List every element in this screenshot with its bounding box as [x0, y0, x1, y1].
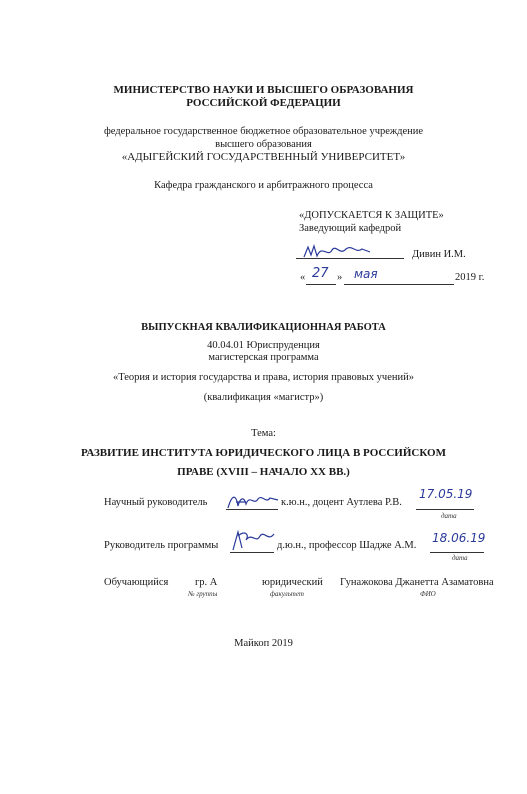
- program-name: «Теория и история государства и права, история правовых учений»: [113, 372, 414, 383]
- student-name: Гунажокова Джанетта Азаматовна: [340, 577, 494, 588]
- date-month: мая: [354, 267, 378, 281]
- program-head-name: д.ю.н., профессор Шадже А.М.: [277, 540, 417, 551]
- supervisor-name: к.ю.н., доцент Аутлева Р.В.: [281, 497, 402, 508]
- institution-line-2: высшего образования: [215, 139, 312, 150]
- date-day-line: [306, 284, 336, 285]
- supervisor-label: Научный руководитель: [104, 497, 208, 508]
- program-head-signature: [230, 528, 278, 554]
- supervisor-date: 17.05.19: [419, 487, 473, 501]
- work-type: ВЫПУСКНАЯ КВАЛИФИКАЦИОННАЯ РАБОТА: [141, 322, 386, 333]
- qualification: (квалификация «магистр»): [203, 392, 324, 403]
- department: Кафедра гражданского и арбитражного процесса: [154, 180, 373, 191]
- student-name-caption: ФИО: [420, 590, 436, 598]
- university-name: «АДЫГЕЙСКИЙ ГОСУДАРСТВЕННЫЙ УНИВЕРСИТЕТ»: [121, 151, 406, 163]
- ministry-line-2: РОССИЙСКОЙ ФЕДЕРАЦИИ: [186, 97, 341, 109]
- admit-to-defense: «ДОПУСКАЕТСЯ К ЗАЩИТЕ»: [299, 210, 444, 221]
- program-head-date-caption: дата: [452, 554, 468, 562]
- date-close-quote: »: [337, 272, 343, 283]
- student-group-caption: № группы: [188, 590, 218, 598]
- supervisor-date-caption: дата: [441, 512, 457, 520]
- program-kind: магистерская программа: [208, 352, 319, 363]
- date-day: 27: [312, 266, 329, 281]
- program-head-date-line: [430, 552, 484, 553]
- ministry-line-1: МИНИСТЕРСТВО НАУКИ И ВЫСШЕГО ОБРАЗОВАНИЯ: [113, 84, 414, 96]
- program-head-date: 18.06.19: [432, 531, 486, 545]
- student-group: гр. А: [195, 577, 218, 588]
- topic-label: Тема:: [251, 428, 276, 439]
- topic-line-2: ПРАВЕ (XVIII – НАЧАЛО XX ВВ.): [177, 466, 350, 478]
- head-of-department: Заведующий кафедрой: [299, 223, 402, 234]
- student-faculty-caption: факультет: [270, 590, 304, 598]
- student-label: Обучающийся: [104, 577, 169, 588]
- date-year: 2019 г.: [455, 272, 485, 283]
- student-faculty: юридический: [262, 577, 323, 588]
- date-month-line: [344, 284, 454, 285]
- topic-line-1: РАЗВИТИЕ ИНСТИТУТА ЮРИДИЧЕСКОГО ЛИЦА В РОССИЙСКОМ: [81, 447, 446, 459]
- specialty-code: 40.04.01 Юриспруденция: [207, 340, 320, 351]
- program-head-label: Руководитель программы: [104, 540, 219, 551]
- head-name: Дивин И.М.: [412, 249, 466, 260]
- city-year: Майкоп 2019: [234, 638, 293, 649]
- head-signature: [300, 240, 390, 262]
- institution-line-1: федеральное государственное бюджетное образовательное учреждение: [103, 126, 424, 137]
- supervisor-signature: [226, 490, 282, 512]
- date-open-quote: «: [300, 272, 306, 283]
- supervisor-date-line: [416, 509, 474, 510]
